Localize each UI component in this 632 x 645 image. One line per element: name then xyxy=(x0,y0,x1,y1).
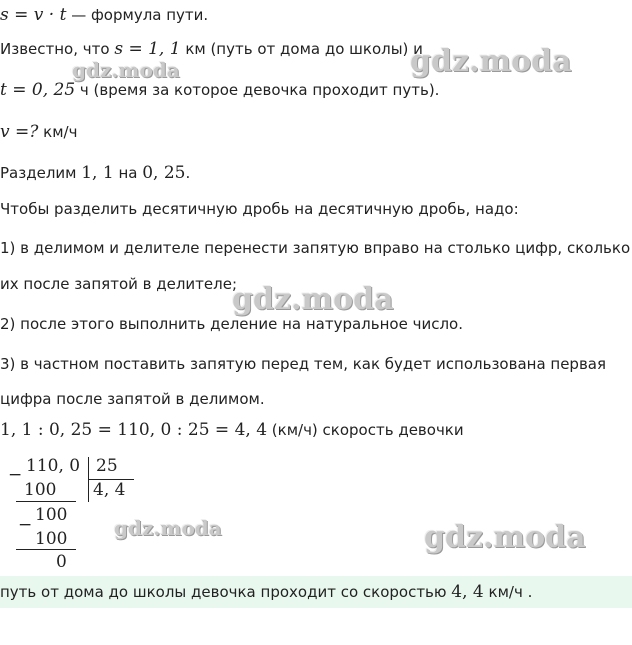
divide-line xyxy=(0,164,190,182)
given-distance-line xyxy=(0,40,423,58)
given-distance-math: s = 1, 1 xyxy=(114,39,181,59)
watermark-logo-3: gdz.moda xyxy=(232,282,394,317)
division-step-1: 100 xyxy=(24,480,57,500)
watermark-logo-5: gdz.moda xyxy=(424,520,586,555)
calculation-post: (км/ч) скорость девочки xyxy=(267,421,464,439)
calculation-line xyxy=(0,421,464,439)
answer-math: 4, 4 xyxy=(451,582,484,602)
formula-math: s = v · t xyxy=(0,5,67,25)
division-rule-1 xyxy=(16,501,76,502)
rule-intro: Чтобы разделить десятичную дробь на десятичную дробь, надо: xyxy=(0,200,519,218)
divide-pre: Разделим xyxy=(0,164,82,182)
rule-step-3b: цифра после запятой в делимом. xyxy=(0,390,265,408)
rule-step-1b: их после запятой в делителе; xyxy=(0,275,238,293)
division-minus-1: − xyxy=(8,465,23,485)
division-divisor: 25 xyxy=(96,456,118,476)
division-remainder-1: 100 xyxy=(35,505,68,525)
given-time-math: t = 0, 25 xyxy=(0,80,76,100)
divide-post: . xyxy=(185,164,191,182)
calculation-math: 1, 1 : 0, 25 = 110, 0 : 25 = 4, 4 xyxy=(0,420,268,440)
rule-step-3a: 3) в частном поставить запятую перед тем, как будет использована первая xyxy=(0,355,607,373)
given-time-line xyxy=(0,81,439,99)
answer-post: км/ч . xyxy=(483,583,533,601)
division-step-2: 100 xyxy=(35,529,68,549)
watermark-logo-1: gdz.moda xyxy=(72,58,180,82)
unknown-speed-post: км/ч xyxy=(38,123,78,141)
given-distance-post: км (путь от дома до школы) и xyxy=(180,40,423,58)
unknown-speed-math: v =? xyxy=(0,122,39,142)
division-rule-2 xyxy=(16,549,76,550)
given-distance-pre: Известно, что xyxy=(0,40,115,58)
answer-line xyxy=(0,583,532,601)
answer-pre: путь от дома до школы девочка проходит со скоростью xyxy=(0,583,452,601)
division-minus-2: − xyxy=(18,515,33,535)
divide-m2: 0, 25 xyxy=(142,163,186,183)
division-remainder-2: 0 xyxy=(56,552,67,572)
rule-step-2: 2) после этого выполнить деление на натуральное число. xyxy=(0,315,463,333)
division-divisor-rule xyxy=(88,479,134,480)
division-dividend: 110, 0 xyxy=(26,456,81,476)
divide-mid: на xyxy=(113,164,143,182)
rule-step-1a: 1) в делимом и делителе перенести запятую вправо на столько цифр, сколько xyxy=(0,239,631,257)
given-time-post: ч (время за которое девочка проходит путь). xyxy=(75,81,440,99)
formula-line xyxy=(0,6,208,24)
watermark-logo-2: gdz.moda xyxy=(410,44,572,79)
division-quotient: 4, 4 xyxy=(93,480,126,500)
watermark-logo-4: gdz.moda xyxy=(114,516,222,540)
divide-m1: 1, 1 xyxy=(81,163,114,183)
formula-text: — формула пути. xyxy=(66,6,209,24)
unknown-speed-line xyxy=(0,123,77,141)
